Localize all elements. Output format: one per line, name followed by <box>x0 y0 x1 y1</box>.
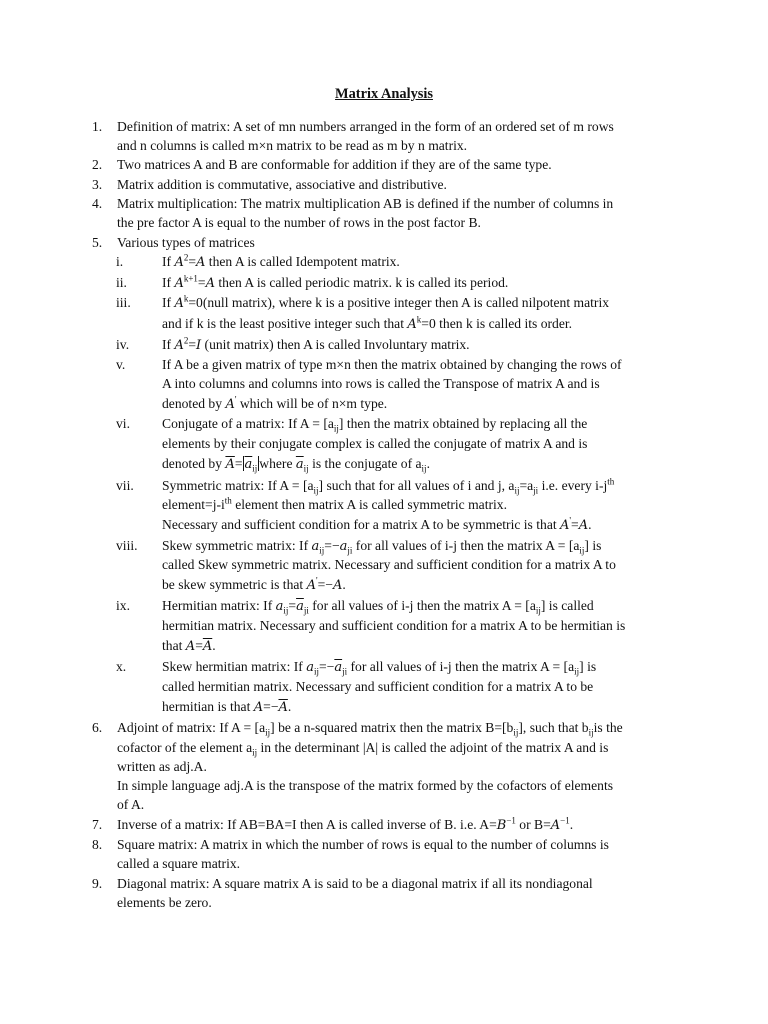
list-number: 3. <box>92 177 103 192</box>
list-number: 4. <box>92 196 103 211</box>
list-item-text: written as adj.A. <box>117 759 207 774</box>
subitem-symmetric: Necessary and sufficient condition for a matrix A to be symmetric is that A'=A. <box>162 515 592 533</box>
list-item-text: Adjoint of matrix: If $A = [a_{ij}]$ be a n-squared matrix then the matrix $B=[b_{ij}]$, such that $b_{ij}is$ the <box>117 720 623 738</box>
list-number: 1. <box>92 119 103 134</box>
list-item-text: Square matrix: A matrix in which the number of rows is equal to the number of columns is <box>117 837 609 852</box>
list-item-text: cofactor of the element $a_{ij}$ in the determinant |A| is called the adjoint of the matrix A and is <box>117 740 609 758</box>
list-number: 9. <box>92 876 103 891</box>
roman-number: v. <box>116 357 126 372</box>
subitem-skew-symmetric: Skew symmetric matrix: If $a_{ij}=-a_{ji}$ for all values of i-j then the matrix $A = [a_{ij}]$ is <box>162 538 602 556</box>
list-number: 6. <box>92 720 103 735</box>
list-item-text: called a square matrix. <box>117 856 241 871</box>
roman-number: viii. <box>116 538 138 553</box>
list-item-text: the pre factor A is equal to the number of rows in the post factor B. <box>117 215 481 230</box>
list-item-text: Matrix multiplication: The matrix multiplication AB is defined if the number of columns in <box>117 196 614 211</box>
subitem-idempotent: If $A^2=A$ then A is called Idempotent matrix. <box>162 252 400 270</box>
roman-number: vii. <box>116 478 134 493</box>
subitem-skew-hermitian: called hermitian matrix. Necessary and sufficient condition for a matrix A to be <box>162 679 594 694</box>
subitem-hermitian: Hermitian matrix: If $a_{ij}=\overline{a}_{ji}$ for all values of i-j then the matrix $A = [a_{ij}]$ is called <box>162 598 594 616</box>
list-number: 2. <box>92 157 103 172</box>
list-item-text: In simple language adj.A is the transpose of the matrix formed by the cofactors of elements <box>117 778 614 793</box>
list-item-text: and n columns is called m×n matrix to be read as m by n matrix. <box>117 138 468 153</box>
subitem-transpose: If A be a given matrix of type m×n then the matrix obtained by changing the rows of <box>162 357 622 372</box>
roman-number: i. <box>116 254 124 269</box>
subitem-transpose: A into columns and columns into rows is called the Transpose of matrix A and is <box>162 376 600 391</box>
subitem-skew-symmetric: be skew symmetric is that A'=−A. <box>162 575 346 593</box>
subitem-skew-hermitian: Skew hermitian matrix: If $a_{ij}=-\overline{a}_{ji}$ for all values of i-j then the matrix $A = [a_{ij}]$ is <box>162 659 597 677</box>
roman-number: iii. <box>116 295 131 310</box>
subitem-nilpotent-cont: and if k is the least positive integer such that $A^k=0$ then k is called its order. <box>162 314 573 332</box>
roman-number: ix. <box>116 598 130 613</box>
roman-number: x. <box>116 659 127 674</box>
list-item-text: elements be zero. <box>117 895 212 910</box>
list-item-text: Inverse of a matrix: If AB=BA=I then A is called inverse of B. i.e. $A=B^{-1}$ or $B=A^{-1}$. <box>117 815 574 833</box>
list-item-text: Definition of matrix: A set of mn numbers arranged in the form of an ordered set of m rows <box>117 119 614 134</box>
list-item-text: Various types of matrices <box>117 235 255 250</box>
page-title: Matrix Analysis <box>335 86 433 102</box>
subitem-involuntary: If $A^2=I$ (unit matrix) then A is called Involuntary matrix. <box>162 335 470 353</box>
subitem-symmetric: Symmetric matrix: If $A = [a_{ij}]$ such that for all values of i and j, $a_{ij}=a_{ji}$ i.e. every $i-j^{th}$ <box>162 476 615 496</box>
subitem-conjugate: elements by their conjugate complex is called the conjugate of matrix A and is <box>162 436 588 451</box>
list-number: 8. <box>92 837 103 852</box>
list-number: 7. <box>92 817 103 832</box>
subitem-periodic: If $A^{k+1}=A$ then A is called periodic matrix. k is called its period. <box>162 273 509 291</box>
list-item-text: Two matrices A and B are conformable for addition if they are of the same type. <box>117 157 552 172</box>
roman-number: vi. <box>116 416 130 431</box>
roman-number: iv. <box>116 337 130 352</box>
list-item-text: Diagonal matrix: A square matrix A is said to be a diagonal matrix if all its nondiagonal <box>117 876 593 891</box>
subitem-conjugate: denoted by $\overline{A}= \overline{a}_{ij}$ where $\overline{a}_{ij}$ is the conjugate of $a_{ij}$. <box>162 456 430 474</box>
list-number: 5. <box>92 235 103 250</box>
list-item-text: Matrix addition is commutative, associative and distributive. <box>117 177 447 192</box>
subitem-skew-hermitian: hermitian is that $A=-\overline{A}$. <box>162 699 292 715</box>
subitem-conjugate: Conjugate of a matrix: If $A = [a_{ij}]$ then the matrix obtained by replacing all the <box>162 416 588 434</box>
subitem-hermitian: that $A=\overline{A}$. <box>162 638 216 654</box>
subitem-skew-symmetric: called Skew symmetric matrix. Necessary and sufficient condition for a matrix A to <box>162 557 616 572</box>
list-item-text: of A. <box>117 797 145 812</box>
subitem-hermitian: hermitian matrix. Necessary and sufficient condition for a matrix A to be hermitian is <box>162 618 626 633</box>
subitem-nilpotent: If $A^k=0(null$ matrix), where k is a positive integer then A is called nilpotent matrix <box>162 293 610 311</box>
subitem-symmetric: $element=j-i^{th}$ element then matrix A is called symmetric matrix. <box>162 495 507 512</box>
subitem-transpose: denoted by A' which will be of n×m type. <box>162 394 388 412</box>
roman-number: ii. <box>116 275 127 290</box>
